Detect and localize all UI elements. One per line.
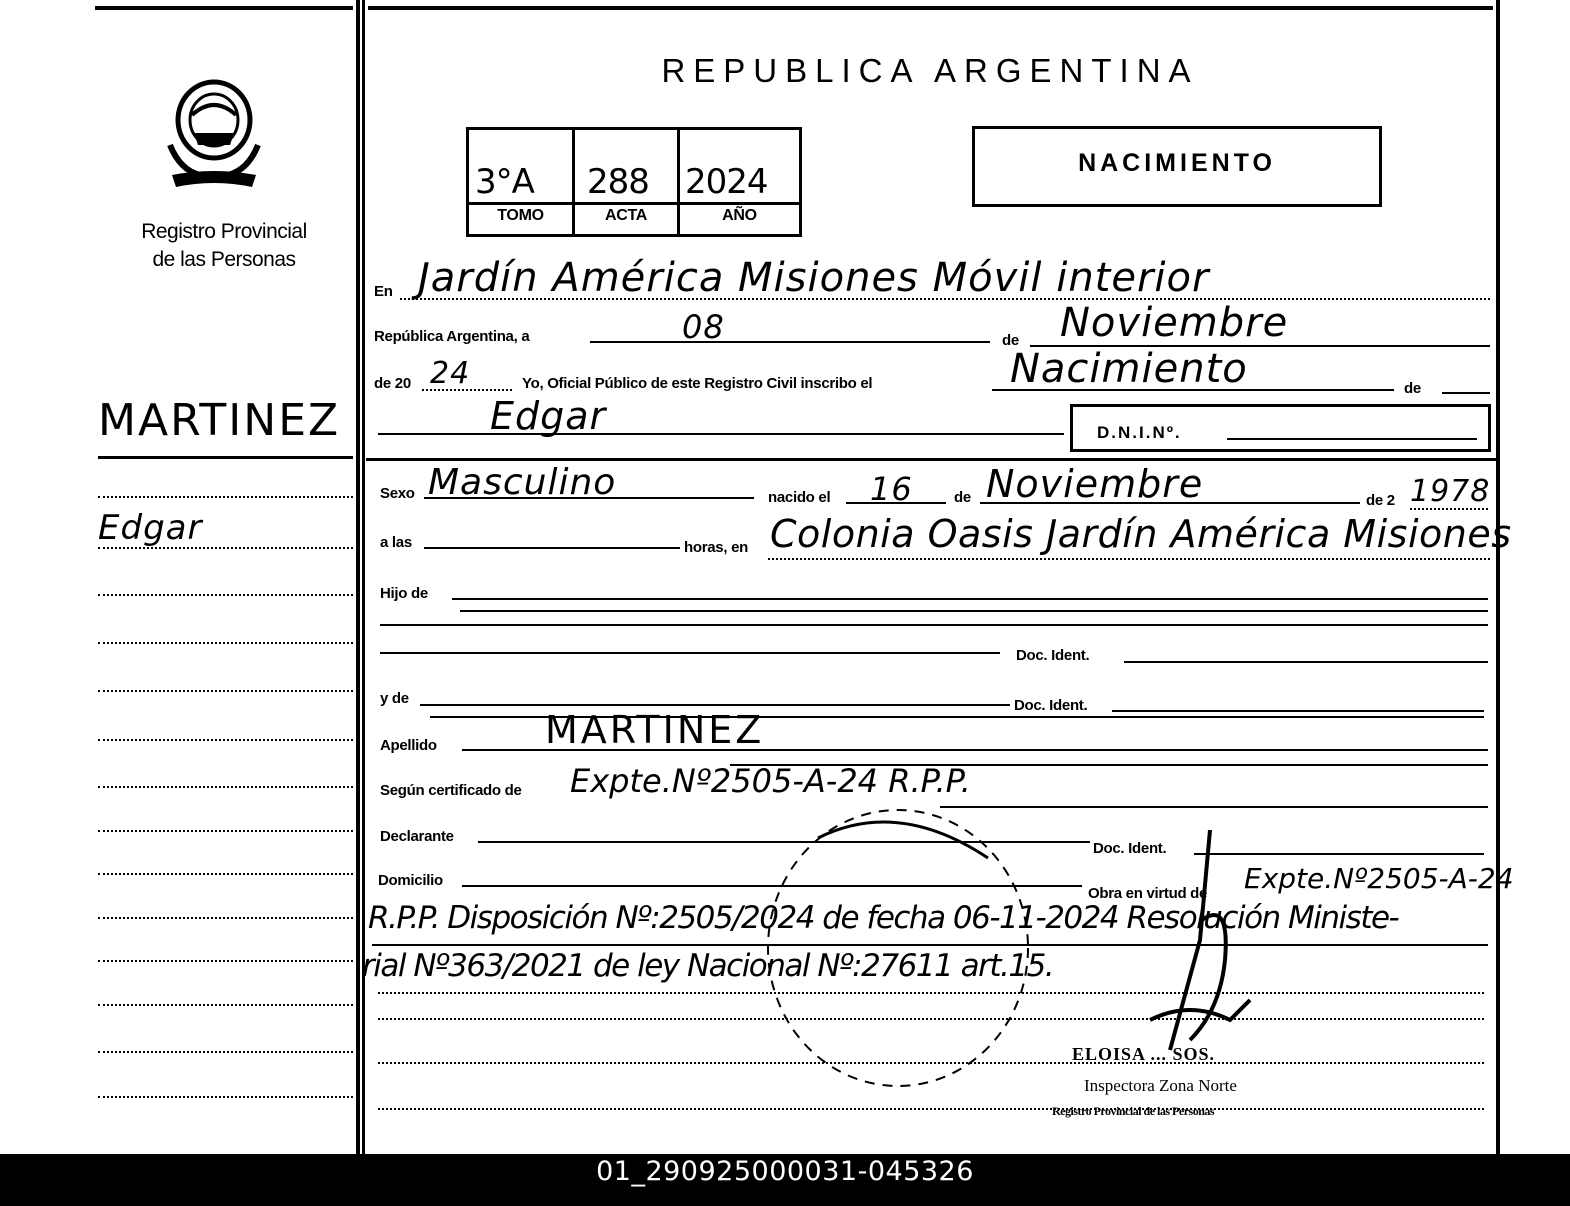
registry-name bbox=[95, 218, 353, 274]
sidebar-line bbox=[98, 917, 353, 919]
apellido-label: Apellido bbox=[380, 737, 437, 754]
file-id: 01_290925000031-045326 bbox=[596, 1156, 974, 1187]
sidebar-line bbox=[98, 1096, 353, 1098]
sidebar-line bbox=[98, 739, 353, 741]
de-line2 bbox=[1442, 392, 1490, 394]
provincial-seal bbox=[160, 75, 268, 193]
docident-label3: Doc. Ident. bbox=[1093, 840, 1167, 857]
birth-year-line bbox=[1410, 508, 1488, 510]
declarante-label: Declarante bbox=[380, 828, 454, 845]
section-divider bbox=[366, 458, 1496, 461]
birth-day-value: 16 bbox=[870, 470, 913, 508]
dni-label: D.N.I.Nº. bbox=[1097, 423, 1182, 442]
obra-label: Obra en virtud de bbox=[1088, 885, 1208, 902]
birth-place-value: Colonia Oasis Jardín América Misiones bbox=[770, 512, 1512, 556]
signature-org: Registro Provincial de las Personas bbox=[1052, 1104, 1215, 1118]
certificado-value: Expte.Nº2505-A-24 R.P.P. bbox=[570, 762, 971, 800]
sexo-label: Sexo bbox=[380, 485, 415, 502]
sidebar-surname: MARTINEZ bbox=[98, 395, 341, 446]
sexo-value: Masculino bbox=[428, 462, 617, 503]
sidebar-line bbox=[98, 496, 353, 498]
alas-label: a las bbox=[380, 534, 412, 551]
month-value: Noviembre bbox=[1060, 300, 1289, 346]
tomo-value: 3°A bbox=[475, 162, 534, 202]
domicilio-label: Domicilio bbox=[378, 872, 443, 889]
apellido-value: MARTINEZ bbox=[545, 708, 765, 752]
doc-type-title: NACIMIENTO bbox=[1078, 149, 1276, 177]
docident-line2 bbox=[1112, 710, 1484, 712]
signature-icon bbox=[1130, 820, 1270, 1060]
day-line bbox=[590, 341, 990, 343]
registry-line2: de las Personas bbox=[152, 248, 296, 271]
sidebar-line bbox=[98, 1004, 353, 1006]
place-value: Jardín América Misiones Móvil interior bbox=[418, 255, 1210, 301]
obra-value: Expte.Nº2505-A-24 bbox=[1244, 862, 1514, 895]
top-rule-left bbox=[95, 6, 353, 10]
hijo-line3 bbox=[380, 624, 1488, 626]
official-stamp-icon bbox=[758, 798, 1048, 1098]
sidebar-line bbox=[98, 960, 353, 962]
de-label3: de bbox=[954, 489, 971, 506]
anio-label: AÑO bbox=[722, 207, 757, 224]
note-line1: R.P.P. Disposición Nº:2505/2024 de fecha 06-11-2024 Resolución Ministe- bbox=[368, 900, 1399, 936]
sidebar-line bbox=[98, 690, 353, 692]
segun-label: Según certificado de bbox=[380, 782, 522, 799]
doc-type-box bbox=[972, 126, 1382, 207]
acta-label: ACTA bbox=[604, 207, 648, 224]
record-id-box bbox=[466, 127, 802, 237]
de20-label: de 20 bbox=[374, 375, 411, 392]
sidebar-surname-rule bbox=[98, 456, 353, 459]
birth-month-value: Noviembre bbox=[986, 462, 1204, 506]
name-value: Edgar bbox=[490, 394, 607, 438]
birth-year-value: 1978 bbox=[1410, 474, 1491, 509]
hours-line bbox=[424, 547, 680, 549]
sidebar-line bbox=[98, 830, 353, 832]
docident-label2: Doc. Ident. bbox=[1014, 697, 1088, 714]
dni-line bbox=[1227, 438, 1477, 440]
anio-value: 2024 bbox=[685, 162, 768, 202]
hijo-line bbox=[452, 598, 1488, 600]
parent1-line bbox=[380, 652, 1000, 654]
de-label2: de bbox=[1404, 380, 1421, 397]
year-suffix-value: 24 bbox=[430, 356, 471, 391]
name-line bbox=[378, 433, 1064, 435]
sidebar-given-name: Edgar bbox=[98, 508, 203, 548]
event-value: Nacimiento bbox=[1010, 346, 1248, 392]
box-divider bbox=[469, 202, 799, 205]
nacido-label: nacido el bbox=[768, 489, 831, 506]
docident-label: Doc. Ident. bbox=[1016, 647, 1090, 664]
yo-label: Yo, Oficial Público de este Registro Civil inscribo el bbox=[522, 375, 873, 392]
top-rule-right bbox=[368, 6, 1493, 10]
sidebar-line bbox=[98, 642, 353, 644]
yde-label: y de bbox=[380, 690, 409, 707]
sidebar-line bbox=[98, 786, 353, 788]
birth-place-line bbox=[768, 558, 1490, 560]
sidebar-line bbox=[98, 547, 353, 549]
sidebar-line bbox=[98, 1051, 353, 1053]
signature-title: Inspectora Zona Norte bbox=[1084, 1076, 1237, 1095]
de2-label: de 2 bbox=[1366, 492, 1395, 509]
de-label: de bbox=[1002, 332, 1019, 349]
dni-box bbox=[1070, 404, 1491, 452]
docident-line bbox=[1124, 661, 1488, 663]
sidebar-line bbox=[98, 873, 353, 875]
signature-name: ELOISA ... SOS. bbox=[1072, 1044, 1216, 1064]
horas-label: horas, en bbox=[684, 539, 748, 556]
yde-line bbox=[420, 704, 1010, 706]
country-title: REPUBLICA ARGENTINA bbox=[661, 52, 1199, 89]
note-rule5 bbox=[378, 1108, 1484, 1110]
day-value: 08 bbox=[682, 308, 725, 346]
hijo-line2 bbox=[460, 610, 1488, 612]
en-label: En bbox=[374, 283, 393, 300]
note-line2: rial Nº363/2021 de ley Nacional Nº:27611 art.15. bbox=[362, 948, 1054, 984]
sidebar-line bbox=[98, 594, 353, 596]
seal-icon bbox=[160, 75, 268, 193]
rep-label: República Argentina, a bbox=[374, 328, 530, 345]
hijo-label: Hijo de bbox=[380, 585, 428, 602]
acta-value: 288 bbox=[587, 162, 649, 202]
registry-line1: Registro Provincial bbox=[141, 220, 307, 243]
tomo-label: TOMO bbox=[497, 207, 544, 224]
divider-left bbox=[356, 0, 360, 1154]
divider-right bbox=[1496, 0, 1500, 1154]
